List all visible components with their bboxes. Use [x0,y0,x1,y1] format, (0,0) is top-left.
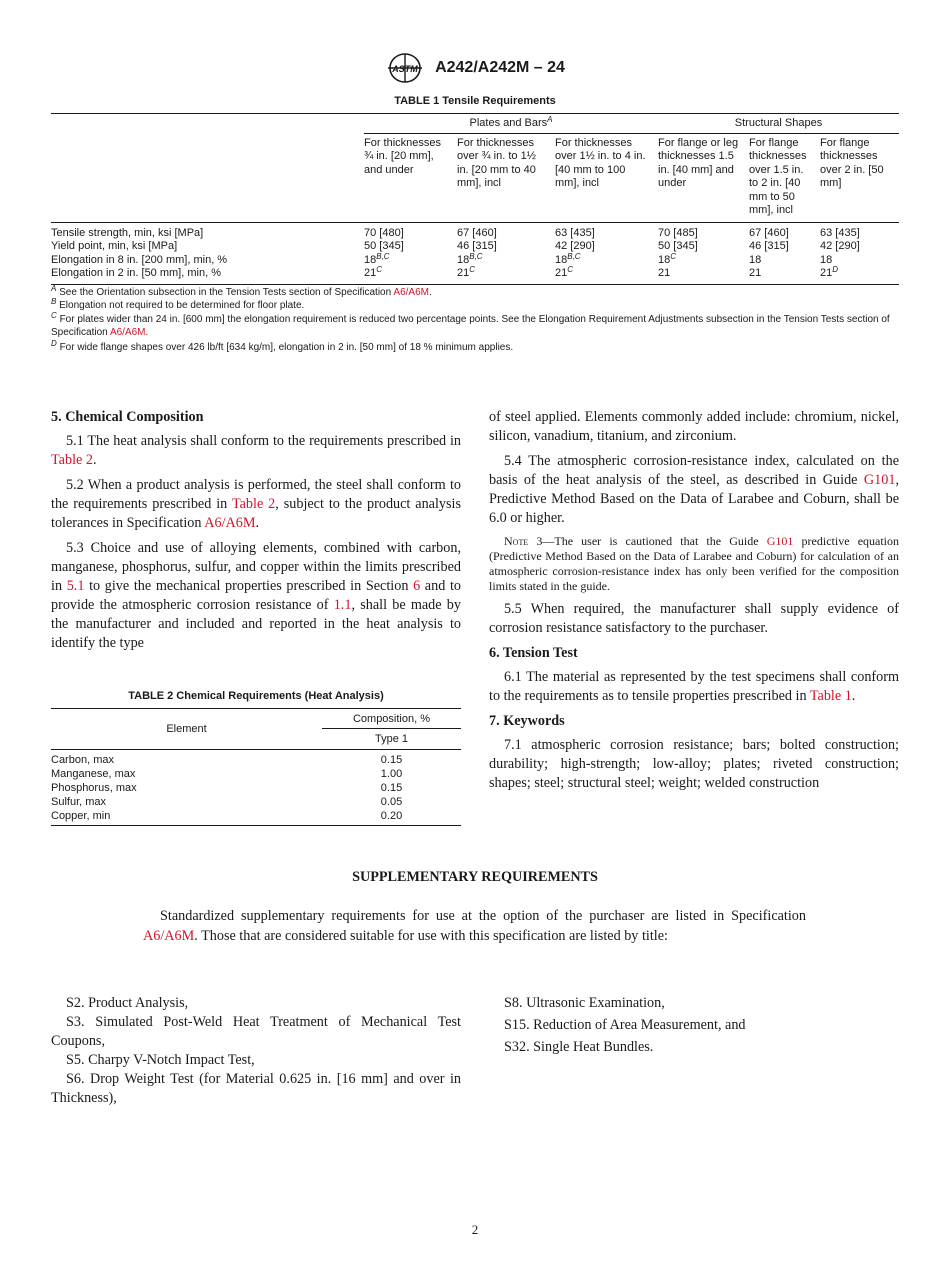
table-cell: $21^C$ [555,267,658,284]
supplementary-list-left [51,994,461,1108]
table1-row-label: Elongation in 8 in. [200 mm], min, % [51,253,228,266]
table-cell: 21 [658,267,749,284]
link-section-1-1[interactable]: 1.1 [333,597,352,613]
paragraph-5-1: 5.1 The heat analysis shall conform to the requirements prescribed in Table 2. [51,433,461,468]
link-a6-a6m[interactable]: A6/A6M [204,515,256,531]
table1-footnote-a: $^A$ See the Orientation subsection in the Tension Tests section of Specification A6/A6M. [51,284,432,298]
paragraph-5-3: 5.3 Choice and use of alloying elements, combined with carbon, manganese, phosphorus, sulfur, and copper within the limits prescribed in 5.1 to give the mechanical properties prescribed in Section 6 and to provide the atmospheric corrosion resistance of 1.1, shall be made by the manufacturer and included and reported in the heat analysis to identify the type [51,540,461,651]
page-number: 2 [471,1222,479,1237]
table-cell: 63 [435] [820,226,860,239]
table-row [51,267,899,284]
table-cell: 42 [290] [555,240,595,252]
paragraph-5-2: 5.2 When a product analysis is performed, the steel shall conform to the requirements prescribed in Table 2, subject to the product analysis tolerances in Specification A6/A6M. [51,477,461,531]
table2-element: Manganese, max [51,768,136,780]
table-cell: 50 [345] [658,240,698,252]
left-column [51,408,461,659]
table-cell: $18^{B,C}$ [555,251,581,266]
link-a6-a6m[interactable]: A6/A6M [109,327,146,338]
table-row [51,222,899,240]
table-cell: 70 [485] [658,226,698,239]
table-cell: 67 [460] [749,226,789,239]
link-table-2[interactable]: Table 2 [231,496,276,512]
table-cell: 63 [435] [555,226,595,239]
table-cell: 46 [315] [457,240,497,252]
link-a6-a6m[interactable]: A6/A6M [393,287,429,298]
table1-title: TABLE 1 Tensile Requirements [394,95,556,107]
table1-tensile-requirements [51,113,899,285]
table1-col-header: For flange thicknesses over 2 in. [50 mm] [820,133,899,222]
link-table-1[interactable]: Table 1 [809,688,852,704]
table1-row-label: Tensile strength, min, ksi [MPa] [51,226,204,239]
table-cell: $21^C$ [364,267,457,284]
table1-footnote-b: $^B$ Elongation not required to be determined for floor plate. [51,297,305,311]
paragraph-6-1: 6.1 The material as represented by the test specimens shall conform to the requirements as to tensile properties prescribed in Table 1. [489,669,899,704]
supplementary-list-right [489,994,899,1057]
right-column [489,408,899,799]
table1-footnote-d: $^D$ For wide flange shapes over 426 lb/ft [634 kg/m], elongation in 2 in. [50 mm] of 18 % minimum applies. [51,339,514,353]
table2-col-composition: Composition, % [322,709,461,729]
paragraph-5-5: 5.5 When required, the manufacturer shall supply evidence of corrosion resistance satisfactory to the purchaser. [489,601,899,636]
table-row [51,767,461,781]
table1-col-header: For thicknesses ¾ in. [20 mm], and under [364,133,457,222]
table1-col-header: For thicknesses over 1½ in. to 4 in. [40 mm to 100 mm], incl [555,133,658,222]
table1-footnote-c: $^C$ For plates wider than 24 in. [600 mm] the elongation requirement is reduced two percentage points. See the Elongation Requirement Adjustments subsection in the Tension Tests section of Specification A6/A6M. [51,311,890,338]
section-7-heading: 7. Keywords [489,713,565,729]
supplementary-intro: Standardized supplementary requirements for use at the option of the purchaser are listed in Specification A6/A6M. Those that are considered suitable for use with this specification are listed by title: [143,908,806,944]
table1-row-label: Yield point, min, ksi [MPa] [51,240,178,252]
table2-element: Carbon, max [51,754,114,766]
table-cell: $18^{B,C}$ [364,251,390,266]
table1-row-label: Elongation in 2 in. [50 mm], min, % [51,267,364,284]
table2-value: 0.15 [380,754,403,766]
table2-value: 0.15 [380,782,403,794]
section-6-heading: 6. Tension Test [489,645,578,661]
document-designation: A242/A242M – 24 [435,59,565,76]
table-cell: 46 [315] [749,240,789,252]
list-item: S6. Drop Weight Test (for Material 0.625 in. [16 mm] and over in Thickness), [51,1071,461,1106]
table-cell: 21 [749,267,820,284]
list-item: S5. Charpy V-Notch Impact Test, [66,1052,255,1068]
astm-logo-icon [385,52,425,84]
table1-col-header: For flange or leg thicknesses 1.5 in. [40 mm] and under [658,133,749,222]
table-row [51,750,461,768]
table-row [51,795,461,809]
table1-group-plates: Plates and Bars$^A$ [364,114,658,134]
table-cell: 70 [480] [364,226,404,239]
table2-element: Phosphorus, max [51,782,137,794]
table2-header-row [51,709,461,729]
table1-group-shapes: Structural Shapes [658,114,899,134]
table-cell: $18^C$ [658,251,677,266]
link-g101[interactable]: G101 [766,534,794,548]
note-3: Note 3—The user is cautioned that the Guide G101 predictive equation (Predictive Method Based on the Data of Larabee and Coburn) for calculation of an atmospheric corrosion-resistance index has only been verified for the composition limits stated in the guide. [489,534,900,593]
table2-element: Copper, min [51,809,322,826]
paragraph-5-4: 5.4 The atmospheric corrosion-resistance index, calculated on the basis of the heat analysis of the steel, as described in Guide G101, Predictive Method Based on the Data of Larabee and Coburn, shall be 6.0 or higher. [489,453,899,526]
table-cell: 42 [290] [820,240,860,252]
table1-column-header-row [51,133,899,222]
page-header [0,52,950,84]
table2-value: 1.00 [380,768,403,780]
section-5-heading: 5. Chemical Composition [51,409,204,425]
list-item: S2. Product Analysis, [66,995,189,1011]
supplementary-title: SUPPLEMENTARY REQUIREMENTS [352,869,598,885]
table-cell: $18^{B,C}$ [457,251,483,266]
table-cell: 18 [820,253,833,266]
table-cell: 18 [749,253,762,266]
table-row [51,809,461,826]
table2-element: Sulfur, max [51,796,107,808]
link-g101[interactable]: G101 [863,472,896,488]
table1-col-header: For thicknesses over ¾ in. to 1½ in. [20 mm to 40 mm], incl [457,133,555,222]
paragraph-5-3-continued: of steel applied. Elements commonly added include: chromium, nickel, silicon, vanadium, titanium, and zirconium. [489,409,899,444]
table-cell: 67 [460] [457,226,497,239]
svg-text:ASTM: ASTM [392,64,418,74]
table-row [51,781,461,795]
table2-value: 0.20 [322,809,461,826]
link-section-6[interactable]: 6 [413,578,421,594]
list-item: S32. Single Heat Bundles. [504,1039,654,1055]
table1-group-header-row [51,114,899,134]
table-cell: $21^C$ [457,267,555,284]
table1-col-header: For flange thicknesses over 1.5 in. to 2 in. [40 mm to 50 mm], incl [749,133,820,222]
paragraph-7-1: 7.1 atmospheric corrosion resistance; bars; bolted construction; durability; high-strength; low-alloy; plates; riveted construction; shapes; steel; structural steel; weight; welded construction [489,737,899,791]
table2-col-element: Element [51,709,322,750]
list-item: S8. Ultrasonic Examination, [504,995,665,1011]
link-a6-a6m[interactable]: A6/A6M [143,927,195,944]
table-cell: 50 [345] [364,240,404,252]
link-table-2[interactable]: Table 2 [51,452,93,468]
table2-value: 0.05 [380,796,403,808]
table2-title: TABLE 2 Chemical Requirements (Heat Analysis) [128,690,384,702]
list-item: S15. Reduction of Area Measurement, and [504,1017,746,1033]
table2-chemical-requirements [51,708,461,826]
list-item: S3. Simulated Post-Weld Heat Treatment of Mechanical Test Coupons, [51,1014,461,1049]
table2-col-type: Type 1 [322,729,461,750]
table-cell: $21^D$ [820,267,899,284]
link-section-5-1[interactable]: 5.1 [66,578,85,594]
